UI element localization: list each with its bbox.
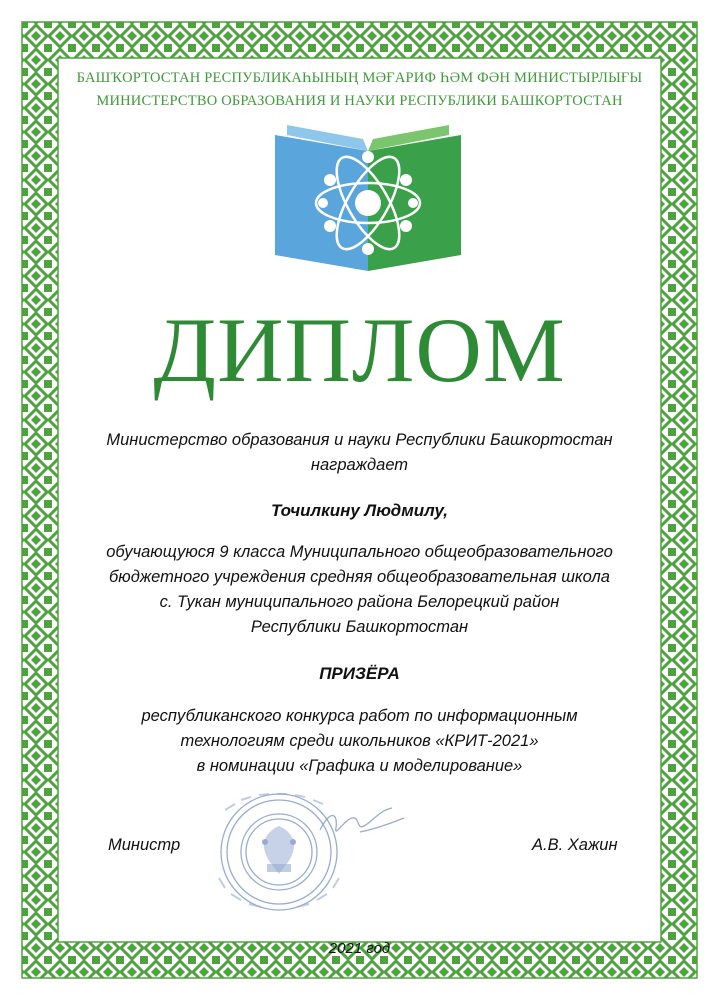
contest-line: в номинации «Графика и моделирование» [196,757,523,775]
ministry-header-bashkir: БАШҠОРТОСТАН РЕСПУБЛИКАҺЫНЫҢ МӘҒАРИФ ҺӘМ ФӘН МИНИСТЫРЛЫҒЫ [76,70,643,86]
description-line: Республики Башкортостан [250,618,469,636]
recipient-description [40,540,679,640]
description-line: бюджетного учреждения средняя общеобразовательная школа [109,568,610,586]
awards-verb: награждает [310,456,409,474]
open-book-atom-logo-icon [275,125,461,271]
ministry-header-russian: МИНИСТЕРСТВО ОБРАЗОВАНИЯ И НАУКИ РЕСПУБЛИКИ БАШКОРТОСТАН [96,93,623,109]
signatory-name: А.В. Хажин [532,836,618,854]
description-line: с. Тукан муниципального района Белорецкий район [159,593,560,611]
award-status: ПРИЗЁРА [319,664,400,683]
description-line: обучающуюся 9 класса Муниципального общеобразовательного [106,543,613,561]
diploma-title: ДИПЛОМ [153,299,566,401]
signatory-role: Министр [108,836,181,854]
issuer-line: Министерство образования и науки Республики Башкортостан [106,431,613,449]
handwritten-signature [300,800,410,850]
issue-year: 2021 год [328,940,391,957]
contest-line: технологиям среди школьников «КРИТ-2021» [180,732,539,750]
contest-description [40,704,679,779]
recipient-name: Точилкину Людмилу, [270,501,449,520]
issuer-block [40,428,679,478]
contest-line: республиканского конкурса работ по информационным [141,707,578,725]
